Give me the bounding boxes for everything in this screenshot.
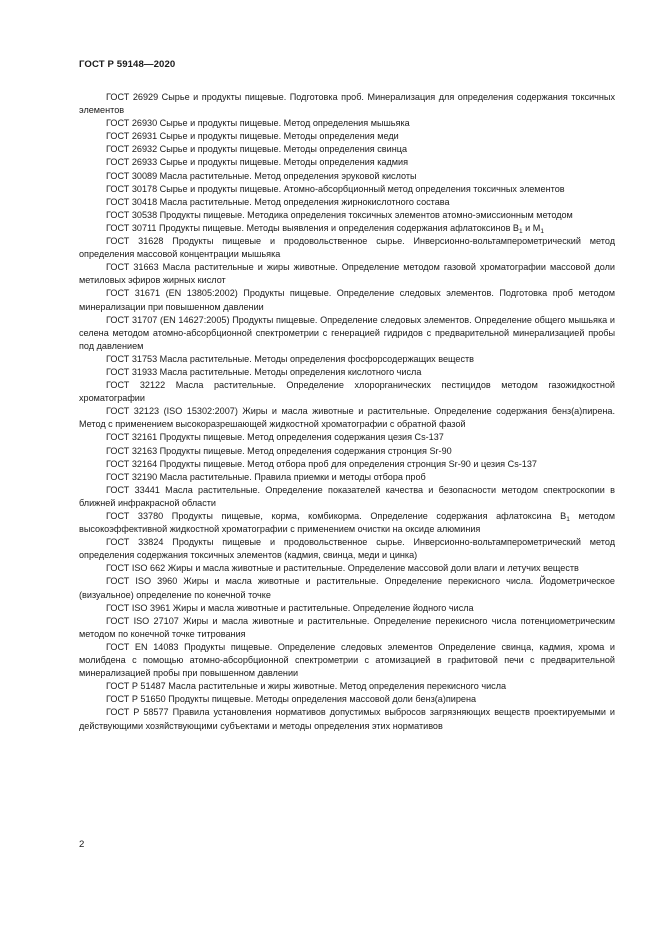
reference-entry: ГОСТ 30178 Сырье и продукты пищевые. Атомно-абсорбционный метод определения токсичных элементов xyxy=(106,183,565,194)
normative-references-list xyxy=(79,91,615,733)
reference-entry: ГОСТ 31753 Масла растительные. Методы определения фосфорсодержащих веществ xyxy=(106,353,475,364)
reference-entry: ГОСТ Р 58577 Правила установления нормативов допустимых выбросов загрязняющих веществ проектируемыми и действующими хозяйствующими субъектами и методы определения этих нормативов xyxy=(79,707,615,731)
reference-entry: ГОСТ 30538 Продукты пищевые. Методика определения токсичных элементов атомно-эмиссионным методом xyxy=(106,209,573,220)
reference-entry: ГОСТ 33441 Масла растительные. Определение показателей качества и безопасности методом спектроскопии в ближней инфракрасной области xyxy=(79,484,615,508)
reference-entry: ГОСТ 31707 (EN 14627:2005) Продукты пищевые. Определение следовых элементов. Определение общего мышьяка и селена методом атомно-абсорбционной спектрометрии с генерацией гидридов с предварительной минерализацией пробы под давлением xyxy=(79,314,615,351)
reference-entry: ГОСТ 31628 Продукты пищевые и продовольственное сырье. Инверсионно-вольтамперометрический метод определения массовой концентрации мышьяка xyxy=(79,236,615,260)
reference-entry: ГОСТ 33824 Продукты пищевые и продовольственное сырье. Инверсионно-вольтамперометрический метод определения содержания токсичных элементов (кадмия, свинца, меди и цинка) xyxy=(79,537,615,561)
page-number: 2 xyxy=(79,839,85,850)
reference-entry: ГОСТ ISO 27107 Жиры и масла животные и растительные. Определение перекисного числа потенциометрическим методом по конечной точке титрования xyxy=(79,615,615,639)
reference-entry: ГОСТ ISO 3961 Жиры и масла животные и растительные. Определение йодного числа xyxy=(106,602,474,613)
reference-entry: ГОСТ 32164 Продукты пищевые. Метод отбора проб для определения стронция Sr-90 и цезия Cs-137 xyxy=(106,458,537,469)
page-header: ГОСТ Р 59148—2020 xyxy=(79,59,176,70)
reference-entry: ГОСТ EN 14083 Продукты пищевые. Определение следовых элементов Определение свинца, кадмия, хрома и молибдена с помощью атомно-абсорбционной спектрометрии с атомизацией в графитовой печи с предварительной минерализацией пробы при повышенном давлении xyxy=(79,641,615,679)
reference-entry: ГОСТ 32190 Масла растительные. Правила приемки и методы отбора проб xyxy=(106,471,426,482)
reference-entry: ГОСТ 26930 Сырье и продукты пищевые. Метод определения мышьяка xyxy=(106,118,410,129)
reference-entry: ГОСТ 32122 Масла растительные. Определение хлорорганических пестицидов методом газожидкостной хроматографии xyxy=(79,380,615,404)
reference-entry: ГОСТ 31671 (EN 13805:2002) Продукты пищевые. Определение следовых элементов. Подготовка проб методом минерализации при повышенном давлении xyxy=(79,288,615,312)
reference-entry: ГОСТ 26929 Сырье и продукты пищевые. Подготовка проб. Минерализация для определения содержания токсичных элементов xyxy=(79,92,615,116)
reference-entry: ГОСТ 31933 Масла растительные. Методы определения кислотного числа xyxy=(106,366,422,377)
reference-entry: ГОСТ 31663 Масла растительные и жиры животные. Определение методом газовой хроматографии массовой доли метиловых эфиров жирных кислот xyxy=(79,262,615,286)
reference-entry: ГОСТ 32123 (ISO 15302:2007) Жиры и масла животные и растительные. Определение содержания бенз(а)пирена. Метод с применением высокоразрешающей жидкостной хроматографии с обратной фазой xyxy=(79,406,615,430)
reference-entry: ГОСТ 30711 Продукты пищевые. Методы выявления и определения содержания афлатоксинов $B_1$ и $M_1$ xyxy=(106,222,544,235)
reference-entry: ГОСТ ISO 662 Жиры и масла животные и растительные. Определение массовой доли влаги и летучих веществ xyxy=(106,563,579,574)
reference-entry: ГОСТ 32161 Продукты пищевые. Метод определения содержания цезия Cs-137 xyxy=(106,432,444,443)
reference-entry: ГОСТ ISO 3960 Жиры и масла животные и растительные. Определение перекисного числа. Йодометрическое (визуальное) определение по конечной точке xyxy=(79,576,615,600)
reference-entry: ГОСТ Р 51650 Продукты пищевые. Методы определения массовой доли бенз(а)пирена xyxy=(106,694,477,705)
reference-entry: ГОСТ 26932 Сырье и продукты пищевые. Методы определения свинца xyxy=(106,144,407,155)
reference-entry: ГОСТ 33780 Продукты пищевые, корма, комбикорма. Определение содержания афлатоксина $B_1$ методом высокоэффективной жидкостной хроматографии с применением очистки на оксиде алюминия xyxy=(79,511,615,535)
reference-entry: ГОСТ 30418 Масла растительные. Метод определения жирнокислотного состава xyxy=(106,196,450,207)
reference-entry: ГОСТ 30089 Масла растительные. Метод определения эруковой кислоты xyxy=(106,170,417,181)
reference-entry: ГОСТ 26933 Сырье и продукты пищевые. Методы определения кадмия xyxy=(106,157,409,168)
reference-entry: ГОСТ Р 51487 Масла растительные и жиры животные. Метод определения перекисного числа xyxy=(106,681,507,692)
reference-entry: ГОСТ 26931 Сырье и продукты пищевые. Методы определения меди xyxy=(106,131,399,142)
reference-entry: ГОСТ 32163 Продукты пищевые. Метод определения содержания стронция Sr-90 xyxy=(106,445,452,456)
